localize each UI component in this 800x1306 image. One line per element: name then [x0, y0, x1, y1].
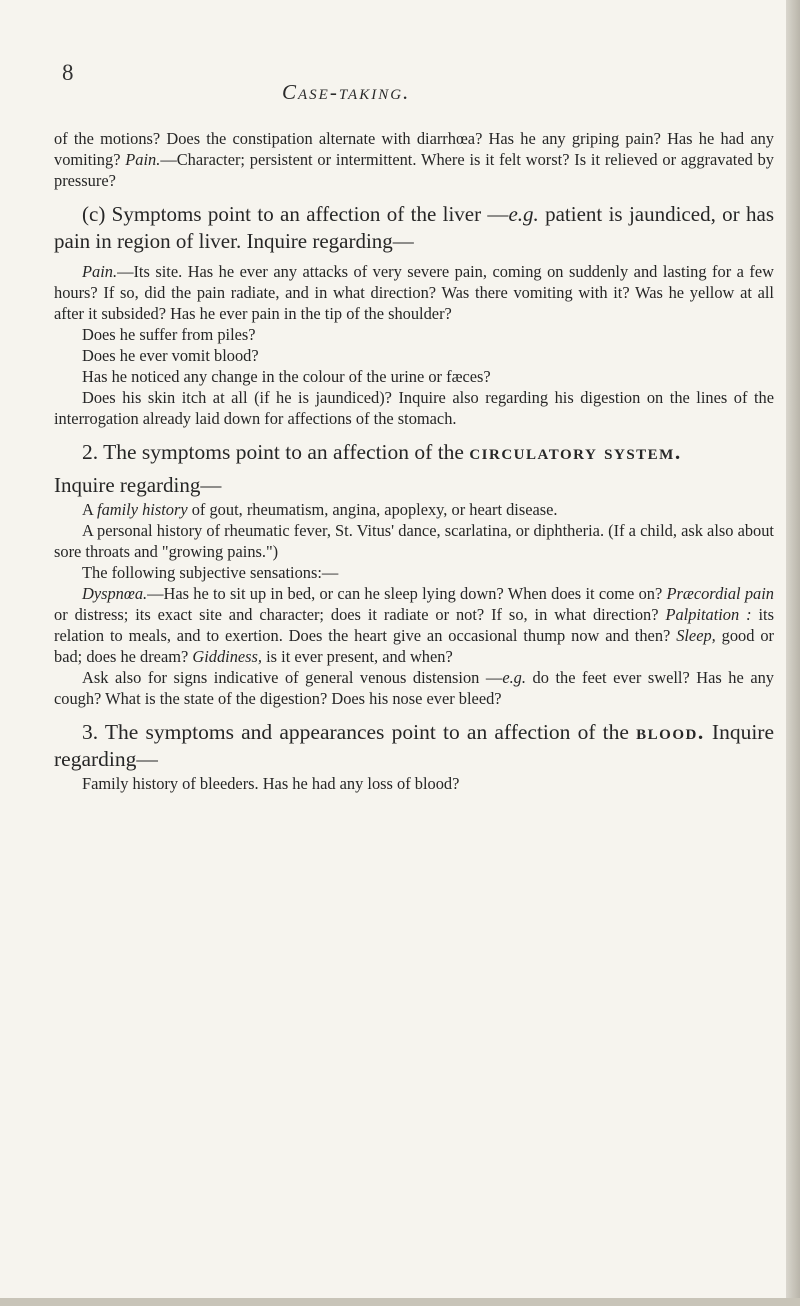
text-motions: of the motions? Does the constipation alternate with diarrhœa? Has he any griping pain? Has he had any vomiting?	[54, 129, 774, 169]
ask-eg: e.g.	[502, 668, 526, 687]
heading-liver-eg: e.g.	[508, 202, 539, 226]
paragraph-family-history	[54, 499, 774, 520]
heading-blood-a: 3. The symptoms and appearances point to an affection of the	[82, 720, 637, 744]
paragraph-dyspnoea	[54, 583, 774, 667]
text-pain-character: —Character; persistent or intermittent. Where is it felt worst? Is it relieved or aggravated by pressure?	[54, 150, 774, 190]
page-bottom-edge	[0, 1298, 800, 1306]
text-praecordial: or distress; its exact site and character; does it radiate or not? If so, in what direction?	[54, 605, 666, 624]
fam-b: of gout, rheumatism, angina, apoplexy, or heart disease.	[187, 500, 558, 519]
label-liver-pain: Pain.	[82, 262, 118, 281]
heading-liver-b: patient is jaundiced, or has pain in region of liver. Inquire regarding—	[54, 202, 774, 253]
line-skin-itch: Does his skin itch at all (if he is jaundiced)? Inquire also regarding his digestion on the lines of the interrogation already laid down for affections of the stomach.	[54, 388, 774, 428]
label-praecordial: Præcordial pain	[666, 584, 774, 603]
running-head: Case-taking.	[282, 80, 411, 104]
heading-liver-a: (c) Symptoms point to an affection of the liver —	[82, 202, 509, 226]
paragraph-venous-distension	[54, 667, 774, 709]
paragraph-personal-history: A personal history of rheumatic fever, St. Vitus' dance, scarlatina, or diphtheria. (If a child, ask also about sore throats and "growing pains.")	[54, 521, 774, 561]
label-pain: Pain.	[125, 150, 161, 169]
body-text	[54, 128, 774, 794]
label-sleep: Sleep,	[676, 626, 716, 645]
line-vomit-blood: Does he ever vomit blood?	[82, 346, 259, 365]
line-piles: Does he suffer from piles?	[82, 325, 256, 344]
heading-blood	[54, 719, 774, 773]
label-palpitation: Palpitation :	[665, 605, 752, 624]
fam-em: family history	[97, 500, 188, 519]
heading-circulatory	[54, 439, 774, 466]
page-number: 8	[62, 60, 74, 85]
text-dyspnoea: —Has he to sit up in bed, or can he sleep lying down? When does it come on?	[147, 584, 667, 603]
heading-liver	[54, 201, 774, 255]
paragraph-liver-pain	[54, 261, 774, 324]
page-edge-shadow	[786, 0, 800, 1306]
line-subjective-sensations: The following subjective sensations:—	[82, 563, 339, 582]
label-dyspnoea: Dyspnœa.	[82, 584, 148, 603]
inquire-regarding: Inquire regarding—	[54, 473, 222, 497]
heading-circulatory-a: 2. The symptoms point to an affection of the	[82, 440, 470, 464]
heading-blood-bold: blood.	[636, 720, 705, 744]
paragraph-motions	[54, 128, 774, 191]
heading-blood-b: Inquire regarding—	[54, 720, 774, 771]
line-urine-colour: Has he noticed any change in the colour of the urine or fæces?	[82, 367, 491, 386]
label-giddiness: Giddiness,	[192, 647, 263, 666]
text-giddiness: is it ever present, and when?	[262, 647, 453, 666]
ask-a: Ask also for signs indicative of general venous distension —	[82, 668, 503, 687]
ask-b: do the feet ever swell? Has he any cough? What is the state of the digestion? Does his nose ever bleed?	[54, 668, 774, 708]
text-palpitation: its relation to meals, and to exertion. Does the heart give an occasional thump now and then?	[54, 605, 774, 645]
fam-a: A	[82, 500, 98, 519]
text-liver-pain: —Its site. Has he ever any attacks of very severe pain, coming on suddenly and lasting for a few hours? If so, did the pain radiate, and in what direction? Was there vomiting with it? Was he yellow at all after it subsided? Has he ever pain in the tip of the shoulder?	[54, 262, 774, 323]
text-sleep: good or bad; does he dream?	[54, 626, 774, 666]
line-bleeders: Family history of bleeders. Has he had any loss of blood?	[82, 774, 460, 793]
heading-circulatory-bold: circulatory system.	[469, 440, 682, 464]
